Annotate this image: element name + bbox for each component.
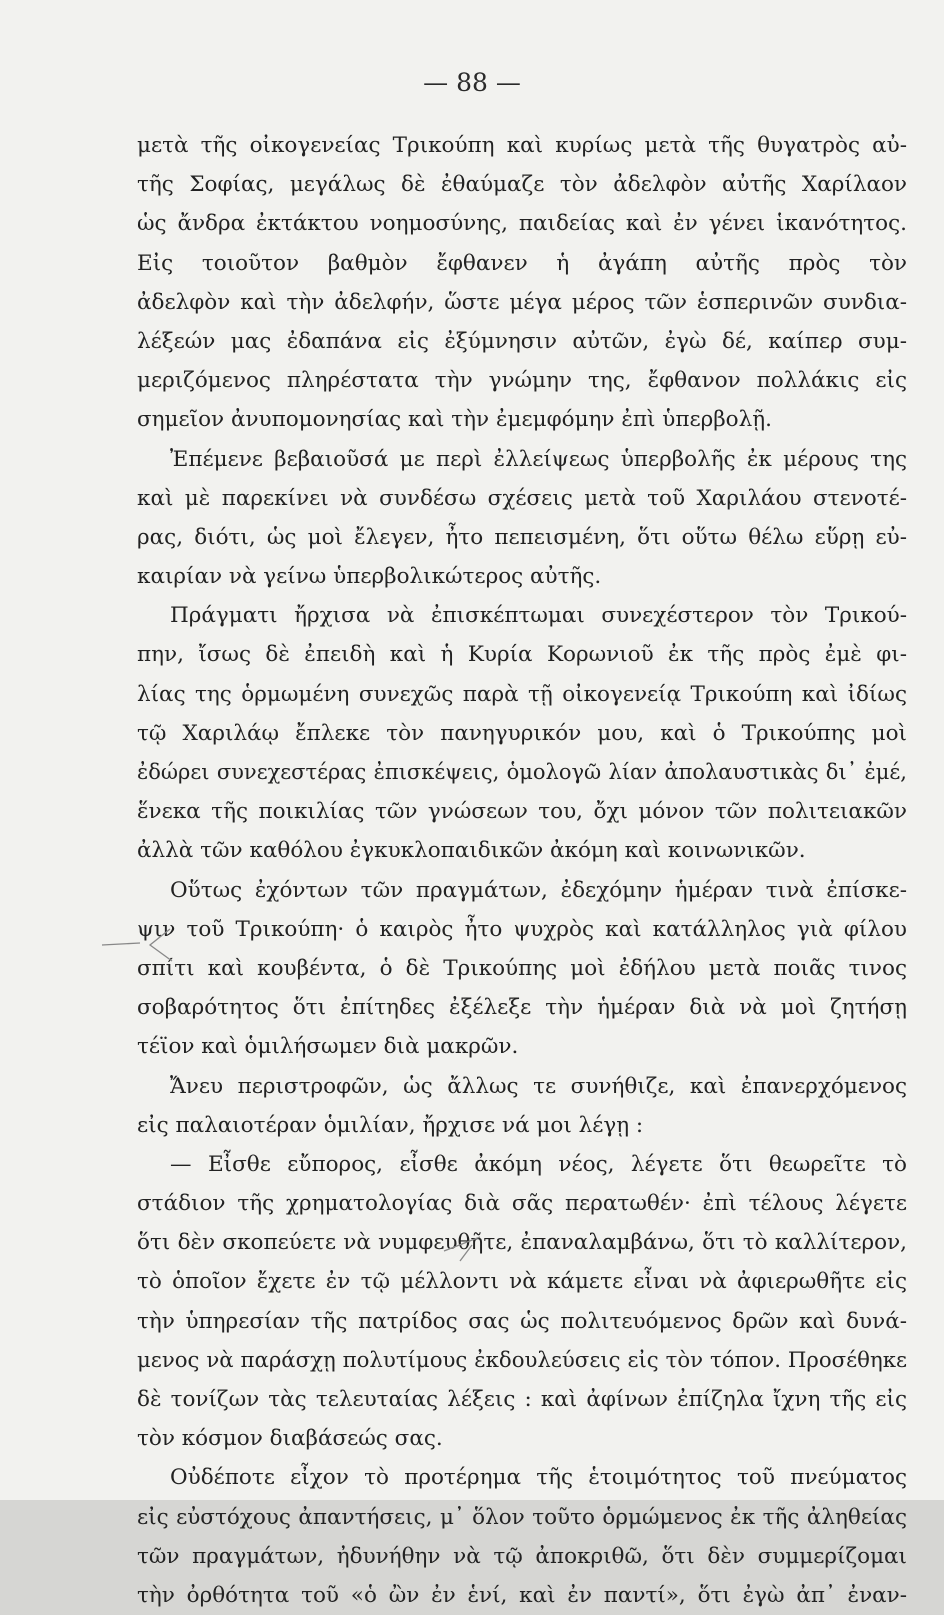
text-line: σοβαρότητος ὅτι ἐπίτηδες ἐξέλεξε τὴν ἡμέραν διὰ νὰ μοὶ ζητήσῃ [137, 995, 907, 1021]
text-line: Οὐδέποτε εἶχον τὸ προτέρημα τῆς ἑτοιμότητος τοῦ πνεύματος [170, 1465, 907, 1491]
text-line: καὶ μὲ παρεκίνει νὰ συνδέσω σχέσεις μετὰ τοῦ Χαριλάου στενοτέ- [137, 485, 907, 511]
page-number: — 88 — [423, 68, 521, 97]
text-line: τέϊον καὶ ὁμιλήσωμεν διὰ μακρῶν. [137, 1034, 519, 1060]
text-line: ὅτι δὲν σκοπεύετε νὰ νυμφευθῆτε, ἐπαναλαμβάνω, ὅτι τὸ καλλίτερον, [137, 1230, 907, 1256]
text-line: λίας της ὁρμωμένη συνεχῶς παρὰ τῇ οἰκογενείᾳ Τρικούπη καὶ ἰδίως [137, 681, 907, 707]
text-line: Εἰς τοιοῦτον βαθμὸν ἔφθανεν ἡ ἀγάπη αὐτῆς πρὸς τὸν [137, 250, 907, 276]
text-line: ἐδώρει συνεχεστέρας ἐπισκέψεις, ὁμολογῶ λίαν ἀπολαυστικὰς δι᾽ ἐμέ, [137, 760, 907, 784]
text-line: τὴν ὀρθότητα τοῦ «ὁ ὢν ἐν ἑνί, καὶ ἐν παντί», ὅτι ἐγὼ ἀπ᾽ ἐναν- [137, 1582, 907, 1608]
text-line: τῶν πραγμάτων, ἠδυνήθην νὰ τῷ ἀποκριθῶ, ὅτι δὲν συμμερίζομαι [137, 1543, 907, 1569]
text-line: σημεῖον ἀνυπομονησίας καὶ τὴν ἐμεμφόμην ἐπὶ ὑπερβολῇ. [137, 407, 772, 433]
text-line: ἕνεκα τῆς ποικιλίας τῶν γνώσεων του, ὄχι μόνον τῶν πολιτειακῶν [137, 799, 907, 825]
text-line: τῆς Σοφίας, μεγάλως δὲ ἐθαύμαζε τὸν ἀδελφὸν αὐτῆς Χαρίλαον [137, 172, 907, 198]
text-line: ρας, διότι, ὡς μοὶ ἔλεγεν, ἦτο πεπεισμένη, ὅτι οὕτω θέλω εὕρῃ εὐ- [137, 524, 907, 550]
text-line: — Εἶσθε εὔπορος, εἶσθε ἀκόμη νέος, λέγετε ὅτι θεωρεῖτε τὸ [170, 1151, 907, 1177]
text-line: εἰς εὐστόχους ἀπαντήσεις, μ᾽ ὅλον τοῦτο ὁρμώμενος ἐκ τῆς ἀληθείας [137, 1504, 907, 1530]
text-line: ἀλλὰ τῶν καθόλου ἐγκυκλοπαιδικῶν ἀκόμη καὶ κοινωνικῶν. [137, 838, 806, 864]
text-line: σπίτι καὶ κουβέντα, ὁ δὲ Τρικούπης μοὶ ἐδήλου μετὰ ποιᾶς τινος [137, 955, 907, 981]
text-line: μετὰ τῆς οἰκογενείας Τρικούπη καὶ κυρίως μετὰ τῆς θυγατρὸς αὐ- [137, 133, 907, 158]
text-line: εἰς παλαιοτέραν ὁμιλίαν, ἤρχισε νά μοι λέγῃ : [137, 1112, 644, 1138]
text-line: ψιν τοῦ Τρικούπη· ὁ καιρὸς ἦτο ψυχρὸς καὶ κατάλληλος γιὰ φίλου [137, 916, 907, 942]
text-line: τῷ Χαριλάῳ ἔπλεκε τὸν πανηγυρικόν μου, καὶ ὁ Τρικούπης μοὶ [137, 720, 907, 746]
text-line: μενος νὰ παράσχῃ πολυτίμους ἐκδουλεύσεις εἰς τὸν τόπον. Προσέθηκε [137, 1347, 907, 1373]
body-text [137, 126, 907, 1615]
text-line: λέξεών μας ἐδαπάνα εἰς ἐξύμνησιν αὐτῶν, ἐγὼ δέ, καίπερ συμ- [137, 328, 907, 354]
text-line: καιρίαν νὰ γείνω ὑπερβολικώτερος αὐτῆς. [137, 564, 602, 590]
text-line: μεριζόμενος πληρέστατα τὴν γνώμην της, ἔφθανον πολλάκις εἰς [137, 368, 907, 394]
text-line: ὡς ἄνδρα ἐκτάκτου νοημοσύνης, παιδείας καὶ ἐν γένει ἱκανότητος. [137, 211, 907, 237]
text-line: τὸ ὁποῖον ἔχετε ἐν τῷ μέλλοντι νὰ κάμετε εἶναι νὰ ἀφιερωθῆτε εἰς [137, 1269, 907, 1295]
text-line: Ἐπέμενε βεβαιοῦσά με περὶ ἐλλείψεως ὑπερβολῆς ἐκ μέρους της [170, 446, 907, 472]
text-line: πην, ἴσως δὲ ἐπειδὴ καὶ ἡ Κυρία Κορωνιοῦ ἐκ τῆς πρὸς ἐμὲ φι- [137, 642, 907, 668]
text-line: Οὕτως ἐχόντων τῶν πραγμάτων, ἐδεχόμην ἡμέραν τινὰ ἐπίσκε- [170, 877, 907, 903]
text-line: στάδιον τῆς χρηματολογίας διὰ σᾶς περατωθέν· ἐπὶ τέλους λέγετε [137, 1191, 907, 1217]
text-line: Πράγματι ἤρχισα νὰ ἐπισκέπτωμαι συνεχέστερον τὸν Τρικού- [170, 603, 907, 629]
text-line: τὸν κόσμον διαβάσεώς σας. [137, 1426, 443, 1452]
text-line: ἀδελφὸν καὶ τὴν ἀδελφήν, ὥστε μέγα μέρος τῶν ἑσπερινῶν συνδια- [137, 289, 907, 315]
text-line: τὴν ὑπηρεσίαν τῆς πατρίδος σας ὡς πολιτευόμενος δρῶν καὶ δυνά- [137, 1308, 907, 1334]
text-line: Ἄνευ περιστροφῶν, ὡς ἄλλως τε συνήθιζε, καὶ ἐπανερχόμενος [170, 1073, 907, 1099]
text-line: δὲ τονίζων τὰς τελευταίας λέξεις : καὶ ἀφίνων ἐπίζηλα ἴχνη τῆς εἰς [137, 1387, 907, 1412]
